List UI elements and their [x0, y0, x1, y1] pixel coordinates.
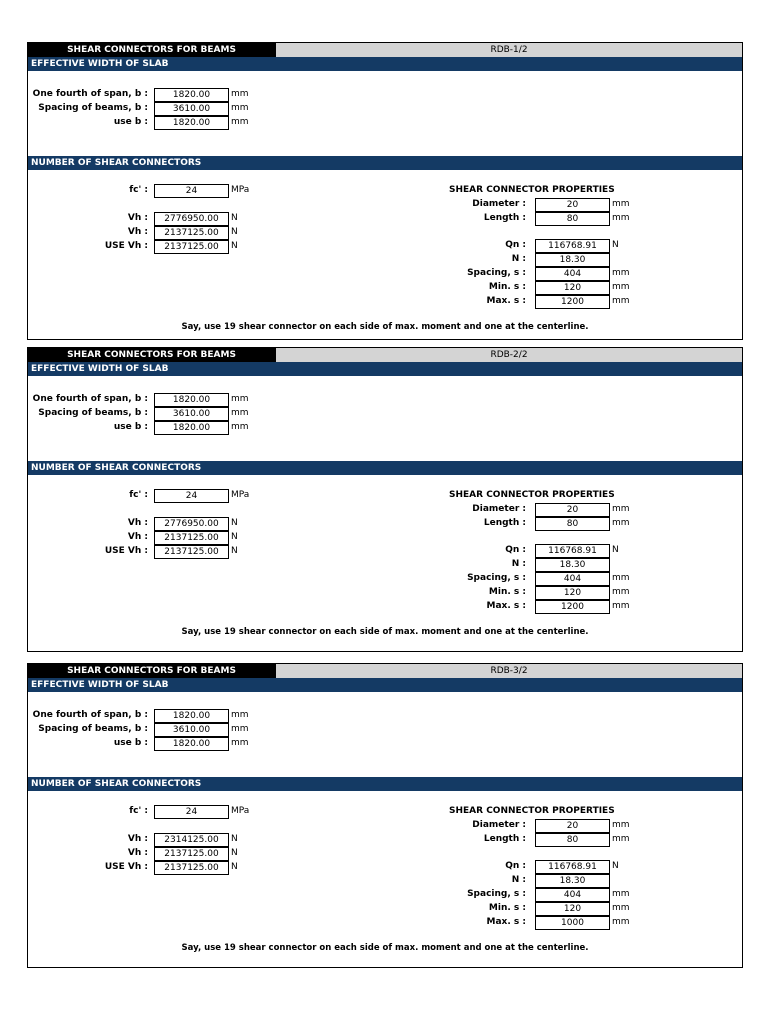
property-value: 1200: [535, 600, 610, 614]
vh-unit: N: [231, 848, 238, 858]
property-value: 20: [535, 819, 610, 833]
slab-value: 1820.00: [154, 737, 229, 751]
property-value: 120: [535, 902, 610, 916]
vh-label: Vh :: [127, 834, 148, 844]
fc-unit: MPa: [231, 806, 250, 816]
vh-unit: N: [231, 532, 238, 542]
slab-value: 1820.00: [154, 88, 229, 102]
vh-value: 2137125.00: [154, 545, 229, 559]
property-label: Spacing, s :: [467, 573, 526, 583]
property-unit: N: [612, 861, 619, 871]
conclusion-note: Say, use 19 shear connector on each side of max. moment and one at the centerline.: [181, 322, 589, 332]
property-unit: mm: [612, 917, 630, 927]
fc-label: fc' :: [129, 185, 148, 195]
vh-label: Vh :: [127, 227, 148, 237]
property-label: Qn :: [505, 861, 526, 871]
vh-label: USE Vh :: [104, 546, 148, 556]
vh-unit: N: [231, 213, 238, 223]
property-unit: mm: [612, 213, 630, 223]
property-label: Max. s :: [486, 601, 526, 611]
vh-value: 2137125.00: [154, 847, 229, 861]
property-label: Diameter :: [472, 199, 526, 209]
vh-value: 2776950.00: [154, 517, 229, 531]
property-label: N :: [511, 875, 526, 885]
calc-sheet: [27, 347, 743, 652]
vh-unit: N: [231, 862, 238, 872]
slab-label: One fourth of span, b :: [32, 89, 148, 99]
property-value: 1000: [535, 916, 610, 930]
sheet-title: SHEAR CONNECTORS FOR BEAMS: [28, 348, 275, 362]
property-label: Qn :: [505, 545, 526, 555]
fc-label: fc' :: [129, 806, 148, 816]
slab-label: Spacing of beams, b :: [38, 724, 148, 734]
property-unit: N: [612, 545, 619, 555]
property-value: 20: [535, 198, 610, 212]
sheet-title: SHEAR CONNECTORS FOR BEAMS: [28, 43, 275, 57]
vh-value: 2137125.00: [154, 861, 229, 875]
fc-unit: MPa: [231, 490, 250, 500]
section-header-slab: EFFECTIVE WIDTH OF SLAB: [28, 678, 742, 692]
slab-label: One fourth of span, b :: [32, 710, 148, 720]
property-label: Length :: [483, 518, 526, 528]
vh-value: 2137125.00: [154, 531, 229, 545]
properties-title: SHEAR CONNECTOR PROPERTIES: [449, 185, 615, 195]
property-value: 116768.91: [535, 860, 610, 874]
property-value: 120: [535, 281, 610, 295]
property-label: Spacing, s :: [467, 268, 526, 278]
property-unit: mm: [612, 601, 630, 611]
slab-unit: mm: [231, 710, 249, 720]
property-label: Qn :: [505, 240, 526, 250]
vh-unit: N: [231, 518, 238, 528]
calc-sheet: [27, 42, 743, 340]
property-value: 18.30: [535, 558, 610, 572]
fc-value: 24: [154, 489, 229, 503]
vh-unit: N: [231, 546, 238, 556]
vh-value: 2776950.00: [154, 212, 229, 226]
property-value: 18.30: [535, 253, 610, 267]
section-header-slab: EFFECTIVE WIDTH OF SLAB: [28, 57, 742, 71]
fc-label: fc' :: [129, 490, 148, 500]
fc-value: 24: [154, 805, 229, 819]
slab-value: 3610.00: [154, 723, 229, 737]
property-unit: mm: [612, 282, 630, 292]
vh-label: Vh :: [127, 532, 148, 542]
property-value: 116768.91: [535, 239, 610, 253]
vh-label: Vh :: [127, 848, 148, 858]
slab-unit: mm: [231, 738, 249, 748]
vh-unit: N: [231, 241, 238, 251]
property-label: Spacing, s :: [467, 889, 526, 899]
property-value: 404: [535, 267, 610, 281]
vh-value: 2137125.00: [154, 226, 229, 240]
property-unit: mm: [612, 587, 630, 597]
section-header-connectors: NUMBER OF SHEAR CONNECTORS: [28, 777, 742, 791]
property-label: Length :: [483, 834, 526, 844]
slab-value: 3610.00: [154, 102, 229, 116]
slab-label: Spacing of beams, b :: [38, 103, 148, 113]
sheet-id: RDB-3/2: [275, 664, 742, 678]
section-header-slab: EFFECTIVE WIDTH OF SLAB: [28, 362, 742, 376]
slab-label: Spacing of beams, b :: [38, 408, 148, 418]
property-label: N :: [511, 559, 526, 569]
property-unit: mm: [612, 296, 630, 306]
property-value: 18.30: [535, 874, 610, 888]
properties-title: SHEAR CONNECTOR PROPERTIES: [449, 490, 615, 500]
slab-unit: mm: [231, 408, 249, 418]
section-header-connectors: NUMBER OF SHEAR CONNECTORS: [28, 461, 742, 475]
fc-unit: MPa: [231, 185, 250, 195]
property-label: Min. s :: [488, 903, 526, 913]
slab-value: 1820.00: [154, 709, 229, 723]
property-unit: N: [612, 240, 619, 250]
vh-label: USE Vh :: [104, 241, 148, 251]
properties-title: SHEAR CONNECTOR PROPERTIES: [449, 806, 615, 816]
property-label: Diameter :: [472, 820, 526, 830]
property-value: 120: [535, 586, 610, 600]
vh-value: 2314125.00: [154, 833, 229, 847]
slab-value: 1820.00: [154, 393, 229, 407]
sheet-title: SHEAR CONNECTORS FOR BEAMS: [28, 664, 275, 678]
property-label: Diameter :: [472, 504, 526, 514]
property-unit: mm: [612, 518, 630, 528]
conclusion-note: Say, use 19 shear connector on each side of max. moment and one at the centerline.: [181, 943, 589, 953]
property-label: Min. s :: [488, 587, 526, 597]
property-value: 80: [535, 833, 610, 847]
vh-value: 2137125.00: [154, 240, 229, 254]
conclusion-note: Say, use 19 shear connector on each side of max. moment and one at the centerline.: [181, 627, 589, 637]
property-unit: mm: [612, 834, 630, 844]
property-value: 116768.91: [535, 544, 610, 558]
property-value: 80: [535, 212, 610, 226]
slab-unit: mm: [231, 422, 249, 432]
slab-value: 1820.00: [154, 116, 229, 130]
slab-label: use b :: [113, 422, 148, 432]
slab-label: One fourth of span, b :: [32, 394, 148, 404]
vh-unit: N: [231, 834, 238, 844]
property-unit: mm: [612, 820, 630, 830]
property-unit: mm: [612, 903, 630, 913]
property-label: Max. s :: [486, 296, 526, 306]
sheet-id: RDB-1/2: [275, 43, 742, 57]
vh-label: Vh :: [127, 518, 148, 528]
slab-value: 1820.00: [154, 421, 229, 435]
fc-value: 24: [154, 184, 229, 198]
sheet-id: RDB-2/2: [275, 348, 742, 362]
property-value: 404: [535, 572, 610, 586]
slab-unit: mm: [231, 394, 249, 404]
property-unit: mm: [612, 268, 630, 278]
property-label: N :: [511, 254, 526, 264]
property-value: 20: [535, 503, 610, 517]
section-header-connectors: NUMBER OF SHEAR CONNECTORS: [28, 156, 742, 170]
property-value: 1200: [535, 295, 610, 309]
property-value: 80: [535, 517, 610, 531]
slab-unit: mm: [231, 89, 249, 99]
property-unit: mm: [612, 889, 630, 899]
slab-unit: mm: [231, 117, 249, 127]
property-label: Length :: [483, 213, 526, 223]
vh-label: USE Vh :: [104, 862, 148, 872]
slab-unit: mm: [231, 103, 249, 113]
property-unit: mm: [612, 199, 630, 209]
vh-unit: N: [231, 227, 238, 237]
calc-sheet: [27, 663, 743, 968]
slab-value: 3610.00: [154, 407, 229, 421]
property-unit: mm: [612, 573, 630, 583]
property-label: Max. s :: [486, 917, 526, 927]
slab-unit: mm: [231, 724, 249, 734]
property-unit: mm: [612, 504, 630, 514]
property-label: Min. s :: [488, 282, 526, 292]
slab-label: use b :: [113, 738, 148, 748]
vh-label: Vh :: [127, 213, 148, 223]
property-value: 404: [535, 888, 610, 902]
slab-label: use b :: [113, 117, 148, 127]
